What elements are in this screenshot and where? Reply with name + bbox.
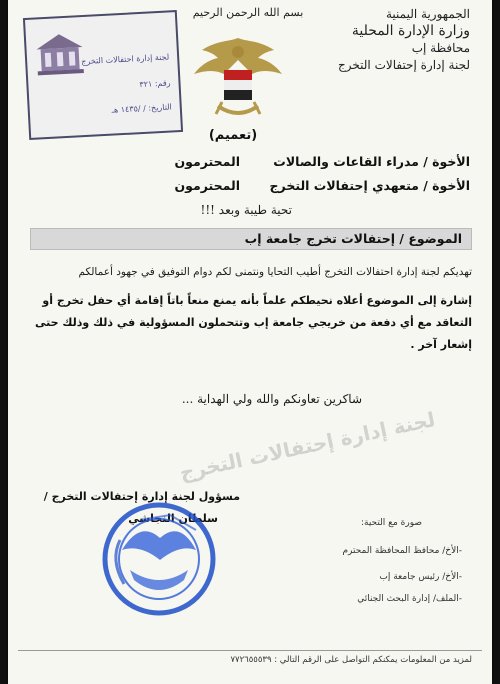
letterhead (310, 6, 470, 74)
committee-seal-stamp (100, 500, 218, 618)
copies-item-2: -الأخ/ رئيس جامعة إب (379, 572, 462, 582)
memo-title: (تعميم) (208, 128, 258, 143)
committee-watermark: لجنة إدارة إحتفالات التخرج (177, 407, 438, 485)
stamp-line-2: رقم: ٣٢١ (139, 78, 171, 90)
recipient-2: الأخوة / متعهدي إحتفالات التخرج (269, 178, 470, 193)
basmala: بسم الله الرحمن الرحيم (192, 6, 304, 19)
copies-heading: صورة مع التحية: (360, 518, 422, 528)
stamp-line-3: التاريخ: / /١٤٣٥ هـ (111, 102, 173, 115)
country-name: الجمهورية اليمنية (385, 7, 470, 21)
closing-thanks: شاكرين تعاونكم والله ولي الهداية ... (181, 392, 362, 406)
yemen-emblem-icon (188, 30, 288, 122)
document-page (8, 0, 492, 684)
body-intro: تهديكم لجنة إدارة احتفالات التخرج أطيب التحايا ونتمنى لكم دوام التوفيق في جهود أعمالكم (78, 266, 472, 278)
footer-divider (18, 650, 482, 651)
signatory-role: مسؤول لجنة إدارة إحتفالات التخرج / (43, 490, 240, 503)
governorate-name: محافظة إب (411, 41, 470, 55)
copies-item-1: -الأخ/ محافظ المحافظة المحترم (342, 546, 462, 556)
subject-line: الموضوع / إحتفالات تخرج جامعة إب (244, 231, 462, 246)
recipient-1: الأخوة / مدراء القاعات والصالات (273, 154, 470, 169)
greeting: تحية طيبة وبعد !!! (200, 203, 292, 217)
recipient-1-honorific: المحترمون (174, 154, 240, 169)
signatory-name: سلطان النجاشي (128, 512, 218, 525)
ministry-name: وزارة الإدارة المحلية (351, 23, 470, 39)
building-icon (34, 31, 86, 78)
body-text: إشارة إلى الموضوع أعلاه نحيطكم علماً بأنه يمنع منعاً باتاً إقامة أي حفل تخرج أو التعاقد مع أي دفعة من خريجي جامعة إب وتتحملون المسؤولية في ذلك وذلك حتى إشعار آخر . (35, 294, 472, 351)
registration-stamp (23, 10, 183, 140)
stamp-line-1: لجنة إدارة احتفالات التخرج (81, 52, 170, 67)
committee-name: لجنة إدارة إحتفالات التخرج (338, 58, 470, 72)
copies-item-3: -الملف/ إدارة البحث الجنائي (357, 594, 462, 604)
footer-contact: لمزيد من المعلومات يمكنكم التواصل على الرقم التالي : ٧٧٢٦٥٥٥٣٩ (230, 655, 472, 665)
recipient-2-honorific: المحترمون (174, 178, 240, 193)
